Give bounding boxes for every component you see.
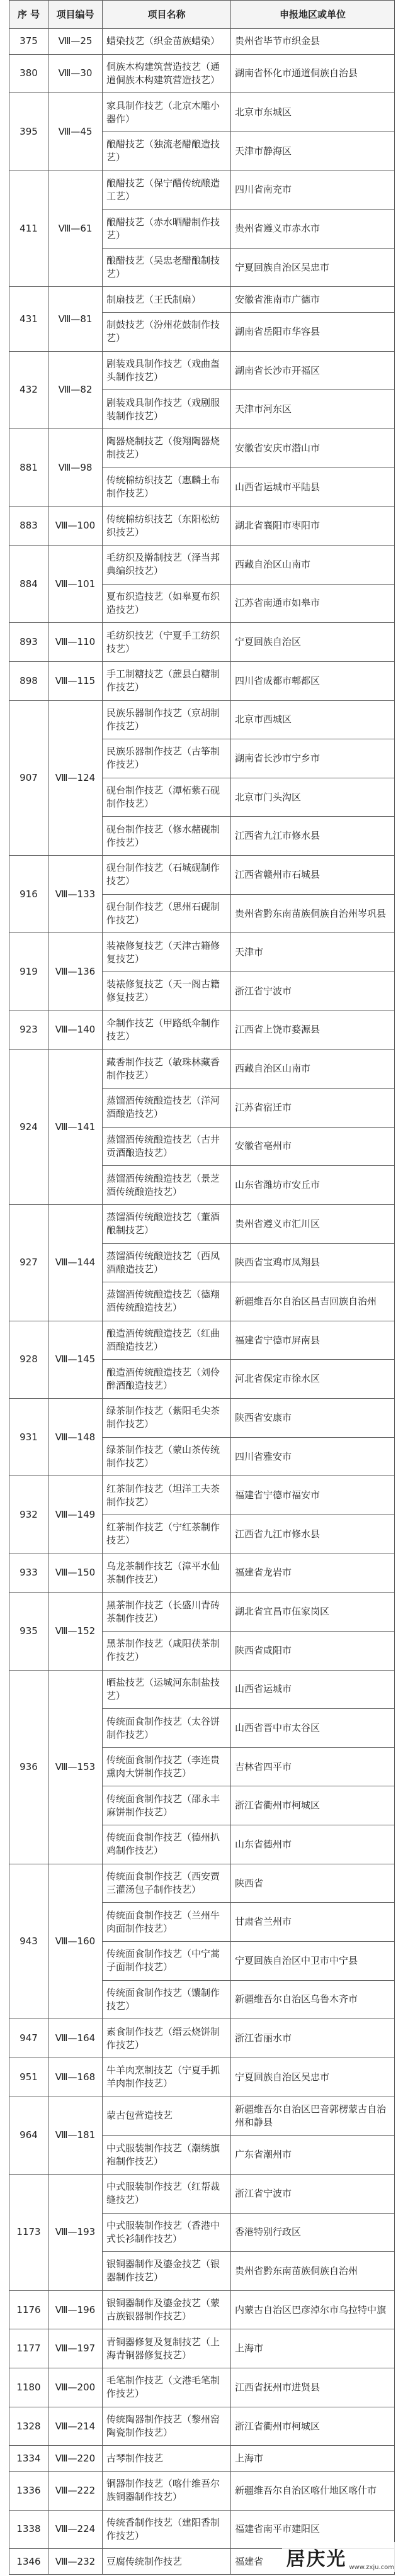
region-cell: 福建省宁德市屏南县 (231, 1321, 395, 1360)
project-name-cell: 豆腐传统制作技艺 (103, 2549, 231, 2575)
project-code-cell: Ⅷ—61 (48, 171, 103, 287)
region-cell: 新疆维吾尔自治区昌吉回族自治州 (231, 1282, 395, 1321)
project-name-cell: 砚台制作技艺（石城砚制作技艺） (103, 856, 231, 895)
serial-number-cell: 924 (9, 1050, 48, 1205)
project-code-cell: Ⅷ—168 (48, 2058, 103, 2097)
project-code-cell: Ⅷ—30 (48, 54, 103, 93)
table-row (9, 1670, 395, 1709)
project-name-cell: 蒸馏酒传统酿造技艺（景芝酒传统酿造技艺） (103, 1166, 231, 1205)
region-cell: 浙江省宁波市 (231, 2174, 395, 2213)
region-cell: 山东省潍坊市安丘市 (231, 1166, 395, 1205)
table-row (9, 2097, 395, 2136)
table-row (9, 287, 395, 313)
project-name-cell: 红茶制作技艺（宁红茶制作技艺） (103, 1515, 231, 1554)
region-cell: 安徽省淮南市广德市 (231, 287, 395, 313)
region-cell: 贵州省黔东南苗族侗族自治州岑巩县 (231, 894, 395, 933)
table-row (9, 661, 395, 700)
project-code-cell: Ⅷ—81 (48, 287, 103, 351)
region-cell: 江西省抚州市进贤县 (231, 2368, 395, 2407)
region-cell: 四川省南充市 (231, 171, 395, 210)
serial-number-cell: 928 (9, 1321, 48, 1398)
serial-number-cell: 964 (9, 2097, 48, 2174)
table-row (9, 507, 395, 546)
region-cell: 福建省南平市建阳区 (231, 2510, 395, 2549)
region-cell: 江西省九江市修水县 (231, 817, 395, 856)
region-cell: 吉林省四平市 (231, 1747, 395, 1786)
serial-number-cell: 893 (9, 623, 48, 662)
project-name-cell: 铜器制作技艺（喀什维吾尔族铜器制作技艺） (103, 2472, 231, 2511)
project-name-cell: 牛羊肉烹制技艺（宁夏手抓羊肉制作技艺） (103, 2058, 231, 2097)
header-serial: 序 号 (9, 1, 48, 29)
region-cell: 湖南省长沙市开福区 (231, 351, 395, 390)
table-row (9, 856, 395, 895)
project-code-cell: Ⅷ—115 (48, 661, 103, 700)
region-cell: 江苏省宿迁市 (231, 1088, 395, 1127)
project-code-cell: Ⅷ—197 (48, 2329, 103, 2368)
region-cell: 贵州省遵义市汇川区 (231, 1204, 395, 1243)
serial-number-cell: 927 (9, 1204, 48, 1321)
project-name-cell: 传统面食制作技艺（西安贾三灌汤包子制作技艺） (103, 1864, 231, 1903)
project-code-cell: Ⅷ—164 (48, 2019, 103, 2058)
region-cell: 天津市河东区 (231, 390, 395, 429)
header-project-code: 项目编号 (48, 1, 103, 29)
project-name-cell: 民族乐器制作技艺（京胡制作技艺） (103, 700, 231, 739)
project-code-cell: Ⅷ—101 (48, 545, 103, 622)
table-row (9, 429, 395, 468)
region-cell: 湖北省襄阳市枣阳市 (231, 507, 395, 546)
region-cell: 新疆维吾尔自治区喀什地区喀什市 (231, 2472, 395, 2511)
project-name-cell: 乌龙茶制作技艺（漳平水仙茶制作技艺） (103, 1554, 231, 1593)
project-name-cell: 酿醋技艺（独流老醋酿造技艺） (103, 132, 231, 171)
project-code-cell: Ⅷ—220 (48, 2446, 103, 2472)
project-code-cell: Ⅷ—140 (48, 1011, 103, 1050)
project-name-cell: 酿醋技艺（保宁醋传统酿造工艺） (103, 171, 231, 210)
project-name-cell: 传统陶器制作技艺（黎州窑陶瓷制作技艺） (103, 2407, 231, 2446)
serial-number-cell: 1173 (9, 2174, 48, 2290)
project-name-cell: 手工制糖技艺（蔗县白糖制作技艺） (103, 661, 231, 700)
region-cell: 陕西省宝鸡市凤翔县 (231, 1243, 395, 1282)
project-code-cell: Ⅷ—152 (48, 1593, 103, 1670)
project-name-cell: 红茶制作技艺（坦洋工夫茶制作技艺） (103, 1476, 231, 1515)
project-name-cell: 毛纺织及擀制技艺（泽当邦典编织技艺） (103, 545, 231, 584)
region-cell: 天津市 (231, 933, 395, 972)
header-project-name: 项目名称 (103, 1, 231, 29)
region-cell: 西藏自治区山南市 (231, 1050, 395, 1089)
project-code-cell: Ⅷ—193 (48, 2174, 103, 2290)
project-code-cell: Ⅷ—153 (48, 1670, 103, 1864)
table-row (9, 93, 395, 132)
project-name-cell: 毛笔制作技艺（文港毛笔制作技艺） (103, 2368, 231, 2407)
region-cell: 宁夏回族自治区吴忠市 (231, 248, 395, 287)
region-cell: 宁夏回族自治区 (231, 623, 395, 662)
region-cell: 北京市门头沟区 (231, 778, 395, 817)
table-row (9, 1476, 395, 1515)
project-code-cell: Ⅷ—110 (48, 623, 103, 662)
project-name-cell: 传统面食制作技艺（邵永丰麻饼制作技艺） (103, 1786, 231, 1825)
project-name-cell: 砚台制作技艺（潭柘紫石砚制作技艺） (103, 778, 231, 817)
region-cell: 宁夏回族自治区中卫市中宁县 (231, 1942, 395, 1981)
project-name-cell: 传统面食制作技艺（中宁蒿子面制作技艺） (103, 1942, 231, 1981)
region-cell: 四川省成都市郫都区 (231, 661, 395, 700)
project-name-cell: 酿造酒传统酿造技艺（刘伶醉酒酿造技艺） (103, 1360, 231, 1399)
region-cell: 河北省保定市徐水区 (231, 1360, 395, 1399)
serial-number-cell: 395 (9, 93, 48, 171)
region-cell: 湖南省长沙市宁乡市 (231, 739, 395, 778)
project-name-cell: 银铜器制作及鎏金技艺（蒙古族银器制作技艺） (103, 2290, 231, 2329)
serial-number-cell: 881 (9, 429, 48, 507)
serial-number-cell: 919 (9, 933, 48, 1011)
region-cell: 湖北省宜昌市伍家岗区 (231, 1593, 395, 1632)
region-cell: 江苏省南通市如皋市 (231, 584, 395, 623)
project-name-cell: 装裱修复技艺（天一阁古籍修复技艺） (103, 972, 231, 1011)
region-cell: 内蒙古自治区巴彦淖尔市乌拉特中旗 (231, 2290, 395, 2329)
region-cell: 贵州省黔东南苗族侗族自治州 (231, 2252, 395, 2291)
project-name-cell: 制鼓技艺（汾州花鼓制作技艺） (103, 313, 231, 352)
project-code-cell: Ⅷ—196 (48, 2290, 103, 2329)
region-cell: 陕西省咸阳市 (231, 1631, 395, 1670)
table-row (9, 1554, 395, 1593)
project-name-cell: 侗族木构建筑营造技艺（通道侗族木构建筑营造技艺） (103, 54, 231, 93)
table-row (9, 700, 395, 739)
serial-number-cell: 951 (9, 2058, 48, 2097)
project-name-cell: 传统棉纺织技艺（惠麟土布制作技艺） (103, 468, 231, 507)
project-name-cell: 装裱修复技艺（天津古籍修复技艺） (103, 933, 231, 972)
table-row (9, 2407, 395, 2446)
project-name-cell: 黑茶制作技艺（长盛川青砖茶制作技艺） (103, 1593, 231, 1632)
project-name-cell: 中式服装制作技艺（红帮裁缝技艺） (103, 2174, 231, 2213)
project-name-cell: 传统面食制作技艺（德州扒鸡制作技艺） (103, 1825, 231, 1864)
table-row (9, 1593, 395, 1632)
serial-number-cell: 907 (9, 700, 48, 856)
project-name-cell: 传统面食制作技艺（太谷饼制作技艺） (103, 1709, 231, 1748)
region-cell: 新疆维吾尔自治区巴音郭楞蒙古自治州和静县 (231, 2097, 395, 2136)
region-cell: 浙江省丽水市 (231, 2019, 395, 2058)
table-row (9, 1399, 395, 1438)
serial-number-cell: 431 (9, 287, 48, 351)
project-code-cell: Ⅷ—145 (48, 1321, 103, 1398)
region-cell: 贵州省遵义市赤水市 (231, 210, 395, 249)
serial-number-cell: 380 (9, 54, 48, 93)
project-name-cell: 夏布织造技艺（如皋夏布织造技艺） (103, 584, 231, 623)
project-name-cell: 伞制作技艺（甲路纸伞制作技艺） (103, 1011, 231, 1050)
region-cell: 上海市 (231, 2329, 395, 2368)
heritage-project-table (9, 0, 395, 2575)
table-row (9, 545, 395, 584)
project-name-cell: 晒盐技艺（运城河东制盐技艺） (103, 1670, 231, 1709)
project-code-cell: Ⅷ—149 (48, 1476, 103, 1554)
region-cell: 陕西省安康市 (231, 1399, 395, 1438)
region-cell: 浙江省衢州市柯城区 (231, 2407, 395, 2446)
project-code-cell: Ⅷ—224 (48, 2510, 103, 2549)
project-name-cell: 剧装戏具制作技艺（戏剧服装制作技艺） (103, 390, 231, 429)
serial-number-cell: 947 (9, 2019, 48, 2058)
region-cell: 福建省 (231, 2549, 395, 2575)
project-name-cell: 银铜器制作及鎏金技艺（银器制作技艺） (103, 2252, 231, 2291)
project-name-cell: 制扇技艺（王氏制扇） (103, 287, 231, 313)
table-body (9, 29, 395, 2575)
project-name-cell: 传统面食制作技艺（李连贵熏肉大饼制作技艺） (103, 1747, 231, 1786)
watermark-url: www.zxju.com (349, 2564, 394, 2571)
table-row (9, 1321, 395, 1360)
region-cell: 贵州省毕节市织金县 (231, 29, 395, 55)
project-code-cell: Ⅷ—136 (48, 933, 103, 1011)
heritage-list-sheet (9, 0, 394, 2575)
table-row (9, 2174, 395, 2213)
project-code-cell: Ⅷ—200 (48, 2368, 103, 2407)
table-row (9, 2472, 395, 2511)
table-row (9, 2446, 395, 2472)
project-name-cell: 古琴制作技艺 (103, 2446, 231, 2472)
table-row (9, 933, 395, 972)
serial-number-cell: 936 (9, 1670, 48, 1864)
table-row (9, 1050, 395, 1089)
region-cell: 天津市静海区 (231, 132, 395, 171)
project-name-cell: 传统棉纺织技艺（东阳松纺织技艺） (103, 507, 231, 546)
project-code-cell: Ⅷ—150 (48, 1554, 103, 1593)
project-code-cell: Ⅷ—160 (48, 1864, 103, 2019)
region-cell: 山西省晋中市太谷区 (231, 1709, 395, 1748)
region-cell: 湖南省怀化市通道侗族自治县 (231, 54, 395, 93)
serial-number-cell: 932 (9, 1476, 48, 1554)
project-name-cell: 蒸馏酒传统酿造技艺（董酒酿制技艺） (103, 1204, 231, 1243)
project-name-cell: 传统香制作技艺（建阳香制作技艺） (103, 2510, 231, 2549)
project-name-cell: 中式服装制作技艺（潮绣旗袍制作技艺） (103, 2136, 231, 2175)
region-cell: 甘肃省兰州市 (231, 1903, 395, 1942)
serial-number-cell: 1328 (9, 2407, 48, 2446)
serial-number-cell: 931 (9, 1399, 48, 1476)
project-name-cell: 酿醋技艺（吴忠老醋酿制技艺） (103, 248, 231, 287)
project-code-cell: Ⅷ—98 (48, 429, 103, 507)
serial-number-cell: 432 (9, 351, 48, 428)
project-name-cell: 蒸馏酒传统酿造技艺（洋河酒酿造技艺） (103, 1088, 231, 1127)
project-name-cell: 中式服装制作技艺（香港中式长衫制作技艺） (103, 2213, 231, 2252)
project-name-cell: 藏香制作技艺（敏珠林藏香制作技艺） (103, 1050, 231, 1089)
project-name-cell: 绿茶制作技艺（蒙山茶传统制作技艺） (103, 1437, 231, 1476)
project-name-cell: 砚台制作技艺（修水赭砚制作技艺） (103, 817, 231, 856)
table-row (9, 623, 395, 662)
region-cell: 北京市西城区 (231, 700, 395, 739)
serial-number-cell: 375 (9, 29, 48, 55)
region-cell: 浙江省宁波市 (231, 972, 395, 1011)
region-cell: 安徽省安庆市潜山市 (231, 429, 395, 468)
table-row (9, 2019, 395, 2058)
region-cell: 江西省赣州市石城县 (231, 856, 395, 895)
region-cell: 北京市东城区 (231, 93, 395, 132)
project-name-cell: 毛纺织技艺（宁夏手工纺织技艺） (103, 623, 231, 662)
serial-number-cell: 923 (9, 1011, 48, 1050)
serial-number-cell: 916 (9, 856, 48, 933)
region-cell: 湖南省岳阳市华容县 (231, 313, 395, 352)
project-name-cell: 蒙古包营造技艺 (103, 2097, 231, 2136)
serial-number-cell: 898 (9, 661, 48, 700)
table-row (9, 2329, 395, 2368)
table-row (9, 2058, 395, 2097)
project-name-cell: 黑茶制作技艺（咸阳茯茶制作技艺） (103, 1631, 231, 1670)
project-code-cell: Ⅷ—25 (48, 29, 103, 55)
project-name-cell: 蒸馏酒传统酿造技艺（古井贡酒酿造技艺） (103, 1127, 231, 1166)
project-name-cell: 剧装戏具制作技艺（戏曲盔头制作技艺） (103, 351, 231, 390)
table-header (9, 1, 395, 29)
serial-number-cell: 1334 (9, 2446, 48, 2472)
project-name-cell: 蒸馏酒传统酿造技艺（德翔酒传统酿造技艺） (103, 1282, 231, 1321)
project-name-cell: 家具制作技艺（北京木雕小器作） (103, 93, 231, 132)
region-cell: 广东省潮州市 (231, 2136, 395, 2175)
region-cell: 宁夏回族自治区吴忠市 (231, 2058, 395, 2097)
table-row (9, 1864, 395, 1903)
serial-number-cell: 1177 (9, 2329, 48, 2368)
region-cell: 福建省龙岩市 (231, 1554, 395, 1593)
project-name-cell: 砚台制作技艺（思州石砚制作技艺） (103, 894, 231, 933)
region-cell: 西藏自治区山南市 (231, 545, 395, 584)
project-code-cell: Ⅷ—181 (48, 2097, 103, 2174)
serial-number-cell: 884 (9, 545, 48, 622)
table-row (9, 1204, 395, 1243)
project-code-cell: Ⅷ—100 (48, 507, 103, 546)
table-row (9, 2290, 395, 2329)
region-cell: 山西省运城市 (231, 1670, 395, 1709)
project-name-cell: 蜡染技艺（织金苗族蜡染） (103, 29, 231, 55)
serial-number-cell: 883 (9, 507, 48, 546)
header-region: 申报地区或单位 (231, 1, 395, 29)
region-cell: 山东省德州市 (231, 1825, 395, 1864)
project-code-cell: Ⅷ—133 (48, 856, 103, 933)
table-row (9, 171, 395, 210)
project-code-cell: Ⅷ—222 (48, 2472, 103, 2511)
region-cell: 新疆维吾尔自治区乌鲁木齐市 (231, 1980, 395, 2019)
project-code-cell: Ⅷ—82 (48, 351, 103, 428)
project-name-cell: 素食制作技艺（缙云烧饼制作技艺） (103, 2019, 231, 2058)
serial-number-cell: 1346 (9, 2549, 48, 2575)
table-row (9, 29, 395, 55)
serial-number-cell: 935 (9, 1593, 48, 1670)
header-row (9, 1, 395, 29)
project-code-cell: Ⅷ—124 (48, 700, 103, 856)
project-name-cell: 传统面食制作技艺（兰州牛肉面制作技艺） (103, 1903, 231, 1942)
project-name-cell: 酿造酒传统酿造技艺（红曲酒酿造技艺） (103, 1321, 231, 1360)
region-cell: 上海市 (231, 2446, 395, 2472)
serial-number-cell: 1176 (9, 2290, 48, 2329)
project-code-cell: Ⅷ—214 (48, 2407, 103, 2446)
region-cell: 香港特别行政区 (231, 2213, 395, 2252)
project-name-cell: 传统面食制作技艺（馕制作技艺） (103, 1980, 231, 2019)
serial-number-cell: 411 (9, 171, 48, 287)
project-code-cell: Ⅷ—148 (48, 1399, 103, 1476)
site-watermark (282, 2542, 398, 2572)
project-code-cell: Ⅷ—144 (48, 1204, 103, 1321)
project-code-cell: Ⅷ—141 (48, 1050, 103, 1205)
region-cell: 浙江省衢州市柯城区 (231, 1786, 395, 1825)
project-code-cell: Ⅷ—232 (48, 2549, 103, 2575)
region-cell: 安徽省亳州市 (231, 1127, 395, 1166)
region-cell: 江西省上饶市婺源县 (231, 1011, 395, 1050)
region-cell: 陕西省 (231, 1864, 395, 1903)
table-row (9, 1011, 395, 1050)
region-cell: 山西省运城市平陆县 (231, 468, 395, 507)
project-name-cell: 酿醋技艺（赤水晒醋制作技艺） (103, 210, 231, 249)
serial-number-cell: 1336 (9, 2472, 48, 2511)
project-name-cell: 蒸馏酒传统酿造技艺（西凤酒酿造技艺） (103, 1243, 231, 1282)
table-row (9, 351, 395, 390)
project-name-cell: 绿茶制作技艺（紫阳毛尖茶制作技艺） (103, 1399, 231, 1438)
serial-number-cell: 943 (9, 1864, 48, 2019)
project-name-cell: 民族乐器制作技艺（古筝制作技艺） (103, 739, 231, 778)
region-cell: 江西省九江市修水县 (231, 1515, 395, 1554)
serial-number-cell: 933 (9, 1554, 48, 1593)
serial-number-cell: 1180 (9, 2368, 48, 2407)
region-cell: 四川省雅安市 (231, 1437, 395, 1476)
project-name-cell: 陶器烧制技艺（俊翔陶器烧制技艺） (103, 429, 231, 468)
region-cell: 福建省宁德市福安市 (231, 1476, 395, 1515)
project-name-cell: 青铜器修复及复制技艺（上海青铜器修复技艺） (103, 2329, 231, 2368)
project-code-cell: Ⅷ—45 (48, 93, 103, 171)
watermark-logo: 居庆光 (286, 2548, 347, 2570)
table-row (9, 2368, 395, 2407)
serial-number-cell: 1338 (9, 2510, 48, 2549)
table-row (9, 54, 395, 93)
